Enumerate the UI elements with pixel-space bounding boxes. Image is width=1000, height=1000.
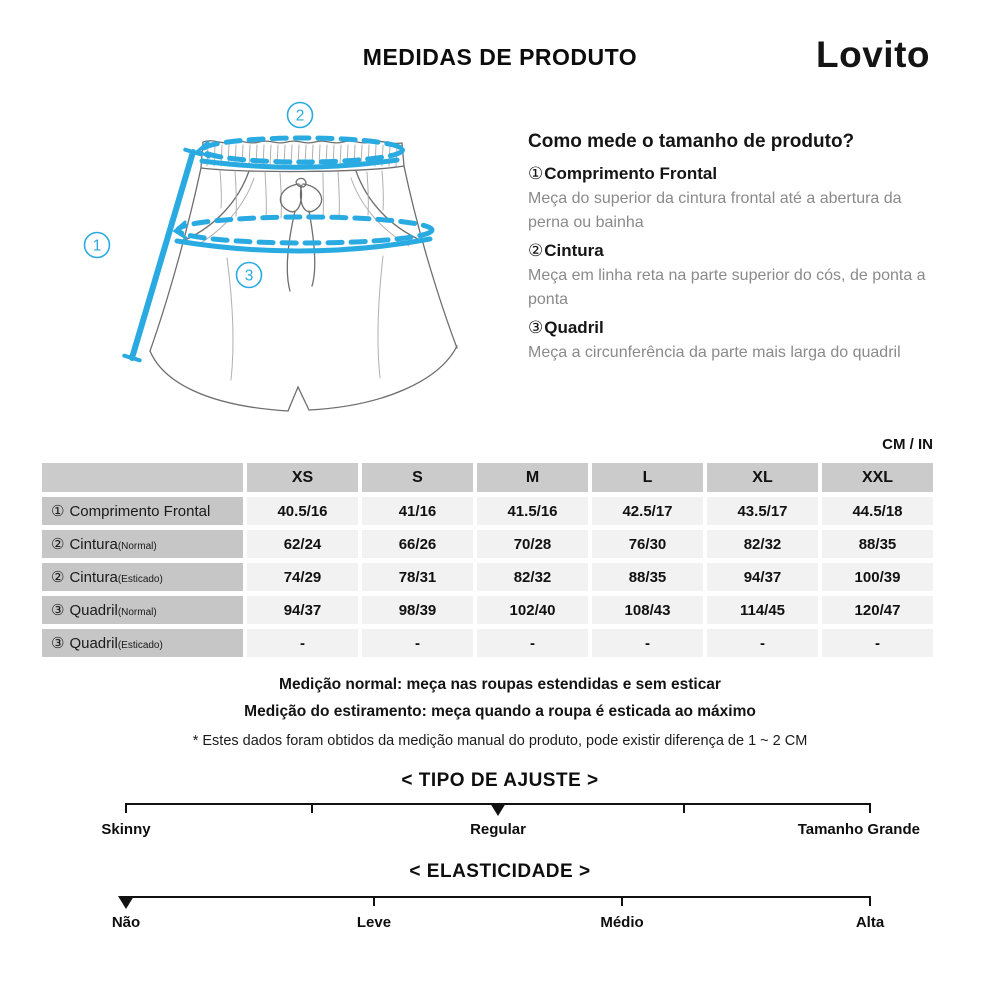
circled-1-icon: ① — [528, 164, 544, 183]
measurement-row-label: ③ Quadril (Normal) — [42, 596, 243, 624]
size-value-cell: 66/26 — [362, 530, 473, 558]
elasticity-scale-title: < ELASTICIDADE > — [409, 861, 591, 882]
size-value-cell: 102/40 — [477, 596, 588, 624]
shorts-drawing — [55, 88, 515, 433]
size-column-header: S — [362, 463, 473, 492]
size-value-cell: 114/45 — [707, 596, 818, 624]
size-column-header: M — [477, 463, 588, 492]
fit-scale-title: < TIPO DE AJUSTE > — [401, 770, 599, 791]
size-value-cell: 78/31 — [362, 563, 473, 591]
size-table — [42, 463, 933, 657]
svg-text:3: 3 — [244, 267, 254, 285]
elasticity-scale — [0, 861, 1000, 951]
scale-label: Tamanho Grande — [797, 821, 920, 838]
table-corner-cell — [42, 463, 243, 492]
note-normal: Medição normal: meça nas roupas estendidas e sem esticar — [279, 676, 721, 693]
measurement-row-label: ② Cintura (Normal) — [42, 530, 243, 558]
measurement-notes — [0, 676, 1000, 749]
size-value-cell: 94/37 — [247, 596, 358, 624]
hip-dashed-ellipse — [178, 217, 432, 243]
elasticity-scale-ruler — [126, 896, 870, 898]
left-side-seam — [150, 168, 201, 351]
page-title: MEDIDAS DE PRODUTO — [362, 44, 638, 70]
scale-tick — [869, 896, 871, 906]
scale-label: Skinny — [101, 821, 151, 838]
guide-item-2-title: ②Cintura — [528, 241, 604, 260]
size-value-cell: 100/39 — [822, 563, 933, 591]
shorts-measurement-diagram — [55, 88, 515, 433]
circled-2-icon: ② — [528, 241, 544, 260]
fit-scale-labels — [101, 821, 920, 841]
size-value-cell: 94/37 — [707, 563, 818, 591]
guide-item-2-desc: Meça em linha reta na parte superior do cós, de ponta a ponta — [528, 267, 926, 308]
right-pocket-line — [356, 171, 420, 240]
note-disclaimer: * Estes dados foram obtidos da medição manual do produto, pode existir diferença de 1 ~ 2 CM — [192, 733, 808, 749]
measurement-row-label: ① Comprimento Frontal — [42, 497, 243, 525]
brand-logo: Lovito — [816, 34, 930, 75]
size-value-cell: 108/43 — [592, 596, 703, 624]
size-column-header: XXL — [822, 463, 933, 492]
size-column-header: XS — [247, 463, 358, 492]
guide-item-3-title: ③Quadril — [528, 318, 604, 337]
size-value-cell: 40.5/16 — [247, 497, 358, 525]
units-label: CM / IN — [882, 436, 933, 453]
fit-type-scale — [0, 770, 1000, 860]
scale-tick — [311, 803, 313, 813]
size-value-cell: 88/35 — [592, 563, 703, 591]
size-value-cell: - — [822, 629, 933, 657]
guide-heading: Como mede o tamanho de produto? — [528, 131, 855, 152]
size-value-cell: - — [707, 629, 818, 657]
size-value-cell: 43.5/17 — [707, 497, 818, 525]
scale-label: Alta — [855, 914, 885, 931]
size-value-cell: - — [362, 629, 473, 657]
size-value-cell: 88/35 — [822, 530, 933, 558]
size-value-cell: 41.5/16 — [477, 497, 588, 525]
drawstring-bow — [280, 178, 321, 291]
size-value-cell: - — [592, 629, 703, 657]
center-notch — [288, 387, 309, 411]
callout-2 — [288, 103, 313, 128]
elasticity-scale-labels — [111, 914, 885, 934]
size-value-cell: 44.5/18 — [822, 497, 933, 525]
guide-item-3-desc: Meça a circunferência da parte mais larga do quadril — [528, 344, 901, 361]
size-column-header: L — [592, 463, 703, 492]
right-hem — [309, 346, 457, 410]
size-value-cell: 98/39 — [362, 596, 473, 624]
size-value-cell: 82/32 — [477, 563, 588, 591]
size-value-cell: - — [247, 629, 358, 657]
fit-scale-ruler — [126, 803, 870, 805]
left-pocket-line — [185, 171, 249, 240]
size-value-cell: 82/32 — [707, 530, 818, 558]
callout-1 — [85, 233, 110, 258]
circled-3-icon: ③ — [528, 318, 544, 337]
scale-label: Médio — [600, 914, 644, 931]
callout-3 — [237, 263, 262, 288]
guide-item-1-title: ①Comprimento Frontal — [528, 164, 718, 183]
svg-text:1: 1 — [92, 237, 102, 255]
scale-label: Regular — [470, 821, 526, 838]
svg-text:2: 2 — [295, 107, 305, 125]
size-column-header: XL — [707, 463, 818, 492]
measurement-row-label: ② Cintura (Esticado) — [42, 563, 243, 591]
size-value-cell: 62/24 — [247, 530, 358, 558]
scale-label: Leve — [356, 914, 392, 931]
scale-tick — [683, 803, 685, 813]
guide-item-1-desc: Meça do superior da cintura frontal até a abertura da perna ou bainha — [528, 190, 902, 231]
scale-marker-icon — [118, 896, 134, 909]
size-value-cell: 41/16 — [362, 497, 473, 525]
scale-label: Não — [111, 914, 141, 931]
size-value-cell: 76/30 — [592, 530, 703, 558]
scale-tick — [869, 803, 871, 813]
size-value-cell: 42.5/17 — [592, 497, 703, 525]
size-value-cell: - — [477, 629, 588, 657]
scale-tick — [621, 896, 623, 906]
left-hem — [150, 351, 288, 411]
measure-guide — [528, 131, 930, 371]
size-value-cell: 74/29 — [247, 563, 358, 591]
scale-tick — [373, 896, 375, 906]
scale-marker-icon — [490, 803, 506, 816]
size-value-cell: 70/28 — [477, 530, 588, 558]
scale-tick — [125, 803, 127, 813]
note-stretch: Medição do estiramento: meça quando a roupa é esticada ao máximo — [244, 703, 756, 720]
front-length-line — [124, 150, 200, 361]
size-value-cell: 120/47 — [822, 596, 933, 624]
right-side-seam — [404, 166, 457, 348]
measurement-row-label: ③ Quadril (Esticado) — [42, 629, 243, 657]
right-pocket-inner-line — [351, 178, 409, 246]
